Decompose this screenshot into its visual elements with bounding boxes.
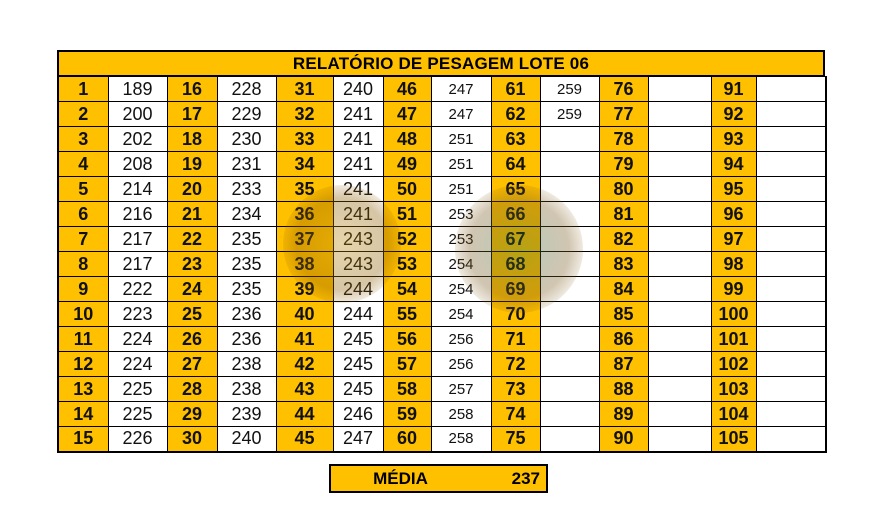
lot-number-cell: 16 xyxy=(167,77,217,102)
weight-cell: 214 xyxy=(108,177,167,202)
weight-cell xyxy=(540,202,599,227)
weight-cell xyxy=(756,152,826,177)
table-row xyxy=(58,277,826,302)
weight-cell xyxy=(540,377,599,402)
weight-cell: 228 xyxy=(217,77,276,102)
lot-number-cell: 83 xyxy=(599,252,648,277)
lot-number-cell: 17 xyxy=(167,102,217,127)
weight-cell: 247 xyxy=(431,77,491,102)
weight-cell: 229 xyxy=(217,102,276,127)
lot-number-cell: 2 xyxy=(58,102,108,127)
lot-number-cell: 97 xyxy=(711,227,756,252)
weight-cell: 202 xyxy=(108,127,167,152)
lot-number-cell: 51 xyxy=(383,202,431,227)
lot-number-cell: 67 xyxy=(491,227,540,252)
lot-number-cell: 24 xyxy=(167,277,217,302)
weight-cell xyxy=(648,377,711,402)
weight-cell xyxy=(540,177,599,202)
lot-number-cell: 101 xyxy=(711,327,756,352)
weight-cell: 217 xyxy=(108,252,167,277)
lot-number-cell: 92 xyxy=(711,102,756,127)
weight-cell: 244 xyxy=(333,277,383,302)
lot-number-cell: 76 xyxy=(599,77,648,102)
lot-number-cell: 11 xyxy=(58,327,108,352)
weight-cell: 223 xyxy=(108,302,167,327)
lot-number-cell: 82 xyxy=(599,227,648,252)
average-value: 237 xyxy=(511,468,540,488)
weight-cell: 224 xyxy=(108,352,167,377)
lot-number-cell: 99 xyxy=(711,277,756,302)
lot-number-cell: 35 xyxy=(276,177,333,202)
weight-cell: 254 xyxy=(431,277,491,302)
weight-cell: 222 xyxy=(108,277,167,302)
weight-cell xyxy=(648,327,711,352)
table-row xyxy=(58,352,826,377)
weight-cell xyxy=(756,227,826,252)
weight-cell: 251 xyxy=(431,177,491,202)
weight-cell: 189 xyxy=(108,77,167,102)
average-row xyxy=(329,464,548,493)
lot-number-cell: 104 xyxy=(711,402,756,427)
weight-cell: 235 xyxy=(217,227,276,252)
weight-cell: 208 xyxy=(108,152,167,177)
weight-cell: 251 xyxy=(431,152,491,177)
weight-cell: 253 xyxy=(431,227,491,252)
lot-number-cell: 47 xyxy=(383,102,431,127)
lot-number-cell: 81 xyxy=(599,202,648,227)
lot-number-cell: 85 xyxy=(599,302,648,327)
lot-number-cell: 27 xyxy=(167,352,217,377)
lot-number-cell: 65 xyxy=(491,177,540,202)
table-row xyxy=(58,377,826,402)
weight-cell: 258 xyxy=(431,427,491,452)
weight-cell: 247 xyxy=(333,427,383,452)
table-row xyxy=(58,227,826,252)
weight-cell: 217 xyxy=(108,227,167,252)
weight-cell: 224 xyxy=(108,327,167,352)
table-row xyxy=(58,427,826,452)
lot-number-cell: 45 xyxy=(276,427,333,452)
weight-cell: 240 xyxy=(217,427,276,452)
weight-cell: 241 xyxy=(333,152,383,177)
weight-cell: 245 xyxy=(333,352,383,377)
weight-cell xyxy=(756,402,826,427)
lot-number-cell: 80 xyxy=(599,177,648,202)
lot-number-cell: 13 xyxy=(58,377,108,402)
lot-number-cell: 96 xyxy=(711,202,756,227)
weight-cell: 225 xyxy=(108,402,167,427)
lot-number-cell: 88 xyxy=(599,377,648,402)
report-title: RELATÓRIO DE PESAGEM LOTE 06 xyxy=(57,50,825,76)
lot-number-cell: 105 xyxy=(711,427,756,452)
table-row xyxy=(58,327,826,352)
lot-number-cell: 41 xyxy=(276,327,333,352)
lot-number-cell: 54 xyxy=(383,277,431,302)
weight-cell: 231 xyxy=(217,152,276,177)
lot-number-cell: 36 xyxy=(276,202,333,227)
weight-cell: 241 xyxy=(333,102,383,127)
weight-cell: 239 xyxy=(217,402,276,427)
weight-cell: 235 xyxy=(217,252,276,277)
weight-cell xyxy=(648,302,711,327)
weight-cell xyxy=(648,177,711,202)
lot-number-cell: 66 xyxy=(491,202,540,227)
weight-cell: 200 xyxy=(108,102,167,127)
weight-cell xyxy=(756,177,826,202)
lot-number-cell: 59 xyxy=(383,402,431,427)
lot-number-cell: 103 xyxy=(711,377,756,402)
weight-cell xyxy=(648,252,711,277)
lot-number-cell: 55 xyxy=(383,302,431,327)
lot-number-cell: 77 xyxy=(599,102,648,127)
lot-number-cell: 68 xyxy=(491,252,540,277)
lot-number-cell: 94 xyxy=(711,152,756,177)
weight-cell xyxy=(540,252,599,277)
weighing-report xyxy=(57,50,825,453)
lot-number-cell: 46 xyxy=(383,77,431,102)
weight-cell: 259 xyxy=(540,77,599,102)
lot-number-cell: 53 xyxy=(383,252,431,277)
lot-number-cell: 7 xyxy=(58,227,108,252)
lot-number-cell: 12 xyxy=(58,352,108,377)
weight-cell xyxy=(756,352,826,377)
lot-number-cell: 73 xyxy=(491,377,540,402)
lot-number-cell: 98 xyxy=(711,252,756,277)
weight-cell xyxy=(648,277,711,302)
table-row xyxy=(58,152,826,177)
weight-cell xyxy=(756,127,826,152)
lot-number-cell: 60 xyxy=(383,427,431,452)
weight-cell: 245 xyxy=(333,327,383,352)
lot-number-cell: 37 xyxy=(276,227,333,252)
weight-cell xyxy=(540,427,599,452)
lot-number-cell: 86 xyxy=(599,327,648,352)
weighing-table xyxy=(57,76,827,453)
lot-number-cell: 4 xyxy=(58,152,108,177)
weight-cell xyxy=(648,202,711,227)
lot-number-cell: 71 xyxy=(491,327,540,352)
lot-number-cell: 31 xyxy=(276,77,333,102)
weight-cell: 243 xyxy=(333,227,383,252)
table-row xyxy=(58,102,826,127)
weight-cell: 238 xyxy=(217,377,276,402)
lot-number-cell: 29 xyxy=(167,402,217,427)
weight-cell xyxy=(540,302,599,327)
lot-number-cell: 50 xyxy=(383,177,431,202)
weight-cell: 240 xyxy=(333,77,383,102)
weight-cell xyxy=(540,327,599,352)
lot-number-cell: 14 xyxy=(58,402,108,427)
weight-cell: 247 xyxy=(431,102,491,127)
weight-cell: 245 xyxy=(333,377,383,402)
table-row xyxy=(58,177,826,202)
weight-cell xyxy=(648,127,711,152)
lot-number-cell: 26 xyxy=(167,327,217,352)
table-row xyxy=(58,77,826,102)
lot-number-cell: 84 xyxy=(599,277,648,302)
weight-cell: 241 xyxy=(333,177,383,202)
lot-number-cell: 43 xyxy=(276,377,333,402)
lot-number-cell: 6 xyxy=(58,202,108,227)
lot-number-cell: 58 xyxy=(383,377,431,402)
weight-cell: 256 xyxy=(431,327,491,352)
weight-cell xyxy=(756,77,826,102)
weight-cell xyxy=(540,352,599,377)
weight-cell xyxy=(648,152,711,177)
lot-number-cell: 18 xyxy=(167,127,217,152)
weight-cell: 216 xyxy=(108,202,167,227)
weight-cell xyxy=(540,227,599,252)
lot-number-cell: 64 xyxy=(491,152,540,177)
weight-cell: 241 xyxy=(333,202,383,227)
weight-cell xyxy=(756,277,826,302)
weight-cell xyxy=(756,102,826,127)
weight-cell: 225 xyxy=(108,377,167,402)
lot-number-cell: 15 xyxy=(58,427,108,452)
weight-cell: 235 xyxy=(217,277,276,302)
table-row xyxy=(58,402,826,427)
lot-number-cell: 62 xyxy=(491,102,540,127)
weight-cell: 244 xyxy=(333,302,383,327)
weight-cell xyxy=(540,127,599,152)
weight-cell: 254 xyxy=(431,252,491,277)
lot-number-cell: 23 xyxy=(167,252,217,277)
table-row xyxy=(58,202,826,227)
weight-cell: 251 xyxy=(431,127,491,152)
lot-number-cell: 21 xyxy=(167,202,217,227)
weight-cell xyxy=(756,377,826,402)
weight-cell: 230 xyxy=(217,127,276,152)
weight-cell: 259 xyxy=(540,102,599,127)
lot-number-cell: 10 xyxy=(58,302,108,327)
lot-number-cell: 78 xyxy=(599,127,648,152)
lot-number-cell: 90 xyxy=(599,427,648,452)
weight-cell xyxy=(648,402,711,427)
lot-number-cell: 95 xyxy=(711,177,756,202)
weight-cell xyxy=(648,227,711,252)
lot-number-cell: 69 xyxy=(491,277,540,302)
lot-number-cell: 42 xyxy=(276,352,333,377)
weight-cell xyxy=(756,302,826,327)
lot-number-cell: 30 xyxy=(167,427,217,452)
lot-number-cell: 39 xyxy=(276,277,333,302)
weight-cell xyxy=(540,402,599,427)
lot-number-cell: 28 xyxy=(167,377,217,402)
lot-number-cell: 70 xyxy=(491,302,540,327)
lot-number-cell: 3 xyxy=(58,127,108,152)
weight-cell xyxy=(540,277,599,302)
weight-cell: 258 xyxy=(431,402,491,427)
lot-number-cell: 87 xyxy=(599,352,648,377)
table-row xyxy=(58,252,826,277)
lot-number-cell: 40 xyxy=(276,302,333,327)
weight-cell: 256 xyxy=(431,352,491,377)
lot-number-cell: 74 xyxy=(491,402,540,427)
weight-cell: 243 xyxy=(333,252,383,277)
weight-cell xyxy=(756,427,826,452)
lot-number-cell: 38 xyxy=(276,252,333,277)
lot-number-cell: 32 xyxy=(276,102,333,127)
lot-number-cell: 52 xyxy=(383,227,431,252)
lot-number-cell: 100 xyxy=(711,302,756,327)
lot-number-cell: 9 xyxy=(58,277,108,302)
lot-number-cell: 8 xyxy=(58,252,108,277)
lot-number-cell: 25 xyxy=(167,302,217,327)
lot-number-cell: 33 xyxy=(276,127,333,152)
average-label: MÉDIA xyxy=(373,468,428,488)
table-row xyxy=(58,302,826,327)
weight-cell: 241 xyxy=(333,127,383,152)
lot-number-cell: 1 xyxy=(58,77,108,102)
lot-number-cell: 5 xyxy=(58,177,108,202)
lot-number-cell: 89 xyxy=(599,402,648,427)
table-row xyxy=(58,127,826,152)
lot-number-cell: 61 xyxy=(491,77,540,102)
lot-number-cell: 75 xyxy=(491,427,540,452)
weight-cell xyxy=(648,352,711,377)
weight-cell: 246 xyxy=(333,402,383,427)
lot-number-cell: 34 xyxy=(276,152,333,177)
weight-cell xyxy=(648,427,711,452)
weight-cell xyxy=(540,152,599,177)
weight-cell: 253 xyxy=(431,202,491,227)
weight-cell: 254 xyxy=(431,302,491,327)
weight-cell: 236 xyxy=(217,327,276,352)
lot-number-cell: 56 xyxy=(383,327,431,352)
lot-number-cell: 72 xyxy=(491,352,540,377)
lot-number-cell: 91 xyxy=(711,77,756,102)
lot-number-cell: 22 xyxy=(167,227,217,252)
weight-cell: 233 xyxy=(217,177,276,202)
lot-number-cell: 49 xyxy=(383,152,431,177)
lot-number-cell: 63 xyxy=(491,127,540,152)
weight-cell xyxy=(756,252,826,277)
weight-cell xyxy=(648,77,711,102)
weight-cell: 226 xyxy=(108,427,167,452)
weight-cell: 234 xyxy=(217,202,276,227)
lot-number-cell: 102 xyxy=(711,352,756,377)
lot-number-cell: 48 xyxy=(383,127,431,152)
weight-cell: 236 xyxy=(217,302,276,327)
lot-number-cell: 79 xyxy=(599,152,648,177)
lot-number-cell: 20 xyxy=(167,177,217,202)
weight-cell xyxy=(756,202,826,227)
weight-cell: 257 xyxy=(431,377,491,402)
weight-cell xyxy=(648,102,711,127)
weight-cell xyxy=(756,327,826,352)
lot-number-cell: 57 xyxy=(383,352,431,377)
lot-number-cell: 93 xyxy=(711,127,756,152)
lot-number-cell: 19 xyxy=(167,152,217,177)
lot-number-cell: 44 xyxy=(276,402,333,427)
weight-cell: 238 xyxy=(217,352,276,377)
